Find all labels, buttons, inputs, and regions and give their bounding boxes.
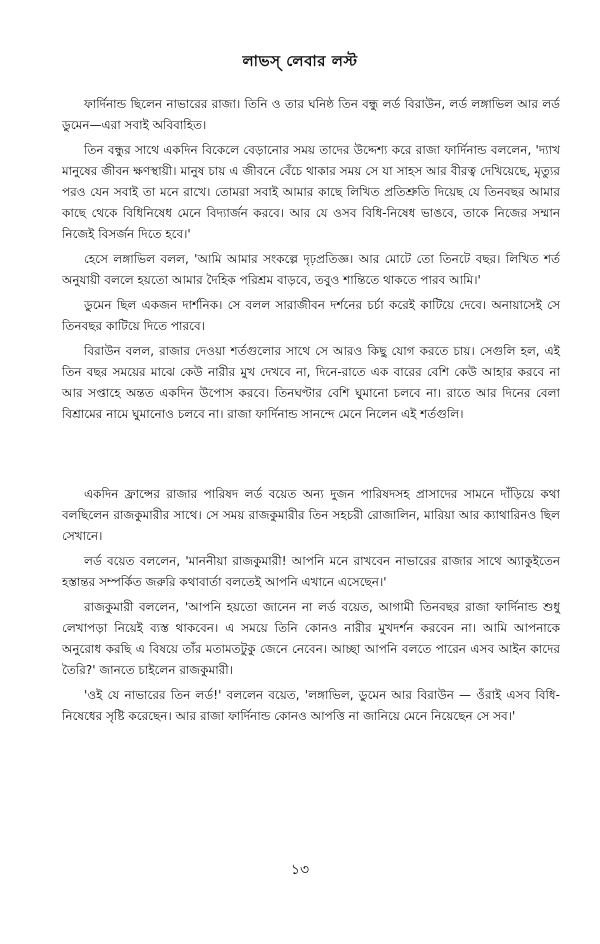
paragraph: রাজকুমারী বললেন, 'আপনি হয়তো জানেন না লর্ড বয়েত, আগামী তিনবছর রাজা ফার্দিনান্ড শুধু লেখাপড়া নিয়েই ব্যস্ত থাকবেন। এ সময়ে তিনি কোনও নারীর মুখদর্শন করবেন না। আমি আপনাকে অনুরোধ করছি এ বিষয়ে তাঁর মতামতটুকু জেনে নেবেন। আচ্ছা আপনি বলতে পারেন এসব আইন কাদের তৈরি?' জানতে চাইলেন রাজকুমারী। bbox=[62, 600, 560, 677]
paragraph: একদিন ফ্রান্সের রাজার পারিষদ লর্ড বয়েত অন্য দুজন পারিষদসহ প্রাসাদের সামনে দাঁড়িয়ে কথা বলছিলেন রাজকুমারীর সাথে। সে সময় রাজকুমারীর তিন সহচরী রোজালিন, মারিয়া আর ক্যাথারিনও ছিল সেখানে। bbox=[62, 487, 560, 543]
paragraph: তিন বন্ধুর সাথে একদিন বিকেলে বেড়ানোর সময় তাদের উদ্দেশ্য করে রাজা ফার্দিনান্ড বললেন, 'দ্যাখ মানুষের জীবন ক্ষণস্থায়ী। মানুষ চায় এ জীবনে বেঁচে থাকার সময় সে যা সাহস আর বীরত্ব দেখিয়েছে, মৃত্যুর পরও যেন সবাই তা মনে রাখে। তোমরা সবাই আমার কাছে লিখিত প্রতিশ্রুতি দিয়েছ যে তিনবছর আমার কাছে থেকে বিধিনিষেধ মেনে বিদ্যার্জন করবে। আর যে ওসব বিধি-নিষেধ ভাঙবে, তাকে নিজের সম্মান নিজেই বিসর্জন দিতে হবে।' bbox=[62, 143, 560, 241]
paragraph: ফার্দিনান্ড ছিলেন নাভারের রাজা। তিনি ও তার ঘনিষ্ঠ তিন বন্ধু লর্ড বিরাউন, লর্ড লঙ্গাভিল আর লর্ড ডুমেন—এরা সবাই অবিবাহিত। bbox=[62, 97, 560, 132]
paragraph: ডুমেন ছিল একজন দার্শনিক। সে বলল সারাজীবন দর্শনের চর্চা করেই কাটিয়ে দেবে। অনায়াসেই সে তিনবছর কাটিয়ে দিতে পারবে। bbox=[62, 298, 560, 333]
page-number: ১৩ bbox=[290, 862, 310, 878]
text-block-two bbox=[62, 484, 560, 727]
paragraph: লর্ড বয়েত বললেন, 'মাননীয়া রাজকুমারী! আপনি মনে রাখবেন নাভারের রাজার সাথে অ্যাকুইতেন হস্তান্তর সম্পর্কিত জরুরি কথাবার্তা বলতেই আপনি এখানে এসেছেন।' bbox=[62, 554, 560, 589]
paragraph: হেসে লঙ্গাভিল বলল, 'আমি আমার সংকল্পে দৃঢ়প্রতিজ্ঞ। আর মোটে তো তিনটে বছর। লিখিত শর্ত অনুযায়ী বললে হয়তো আমার দৈহিক পরিশ্রম বাড়বে, তবুও শান্তিতে থাকতে পারব আমি।' bbox=[62, 252, 560, 287]
paragraph: বিরাউন বলল, রাজার দেওয়া শর্তগুলোর সাথে সে আরও কিছু যোগ করতে চায়। সেগুলি হল, এই তিন বছর সময়ের মাঝে কেউ নারীর মুখ দেখবে না, দিনে-রাতে এক বারের বেশি কেউ আহার করবে না আর সপ্তাহে অন্তত একদিন উপোস করবে। তিনঘণ্টার বেশি ঘুমানো চলবে না। রাতে আর দিনের বেলা বিশ্রামের নামে ঘুমানোও চলবে না। রাজা ফার্দিনান্ড সানন্দে মেনে নিলেন এই শর্তগুলি। bbox=[62, 344, 560, 421]
paragraph: 'ওই যে নাভারের তিন লর্ড!' বললেন বয়েত, 'লঙ্গাভিল, ডুমেন আর বিরাউন — ওঁরাই এসব বিধি-নিষেধের সৃষ্টি করেছেন। আর রাজা ফার্দিনান্ড কোনও আপত্তি না জানিয়ে মেনে নিয়েছেন সে সব।' bbox=[62, 688, 560, 723]
chapter-title: লাভস্ লেবার লস্ট bbox=[242, 52, 358, 70]
text-block-one bbox=[62, 94, 560, 425]
